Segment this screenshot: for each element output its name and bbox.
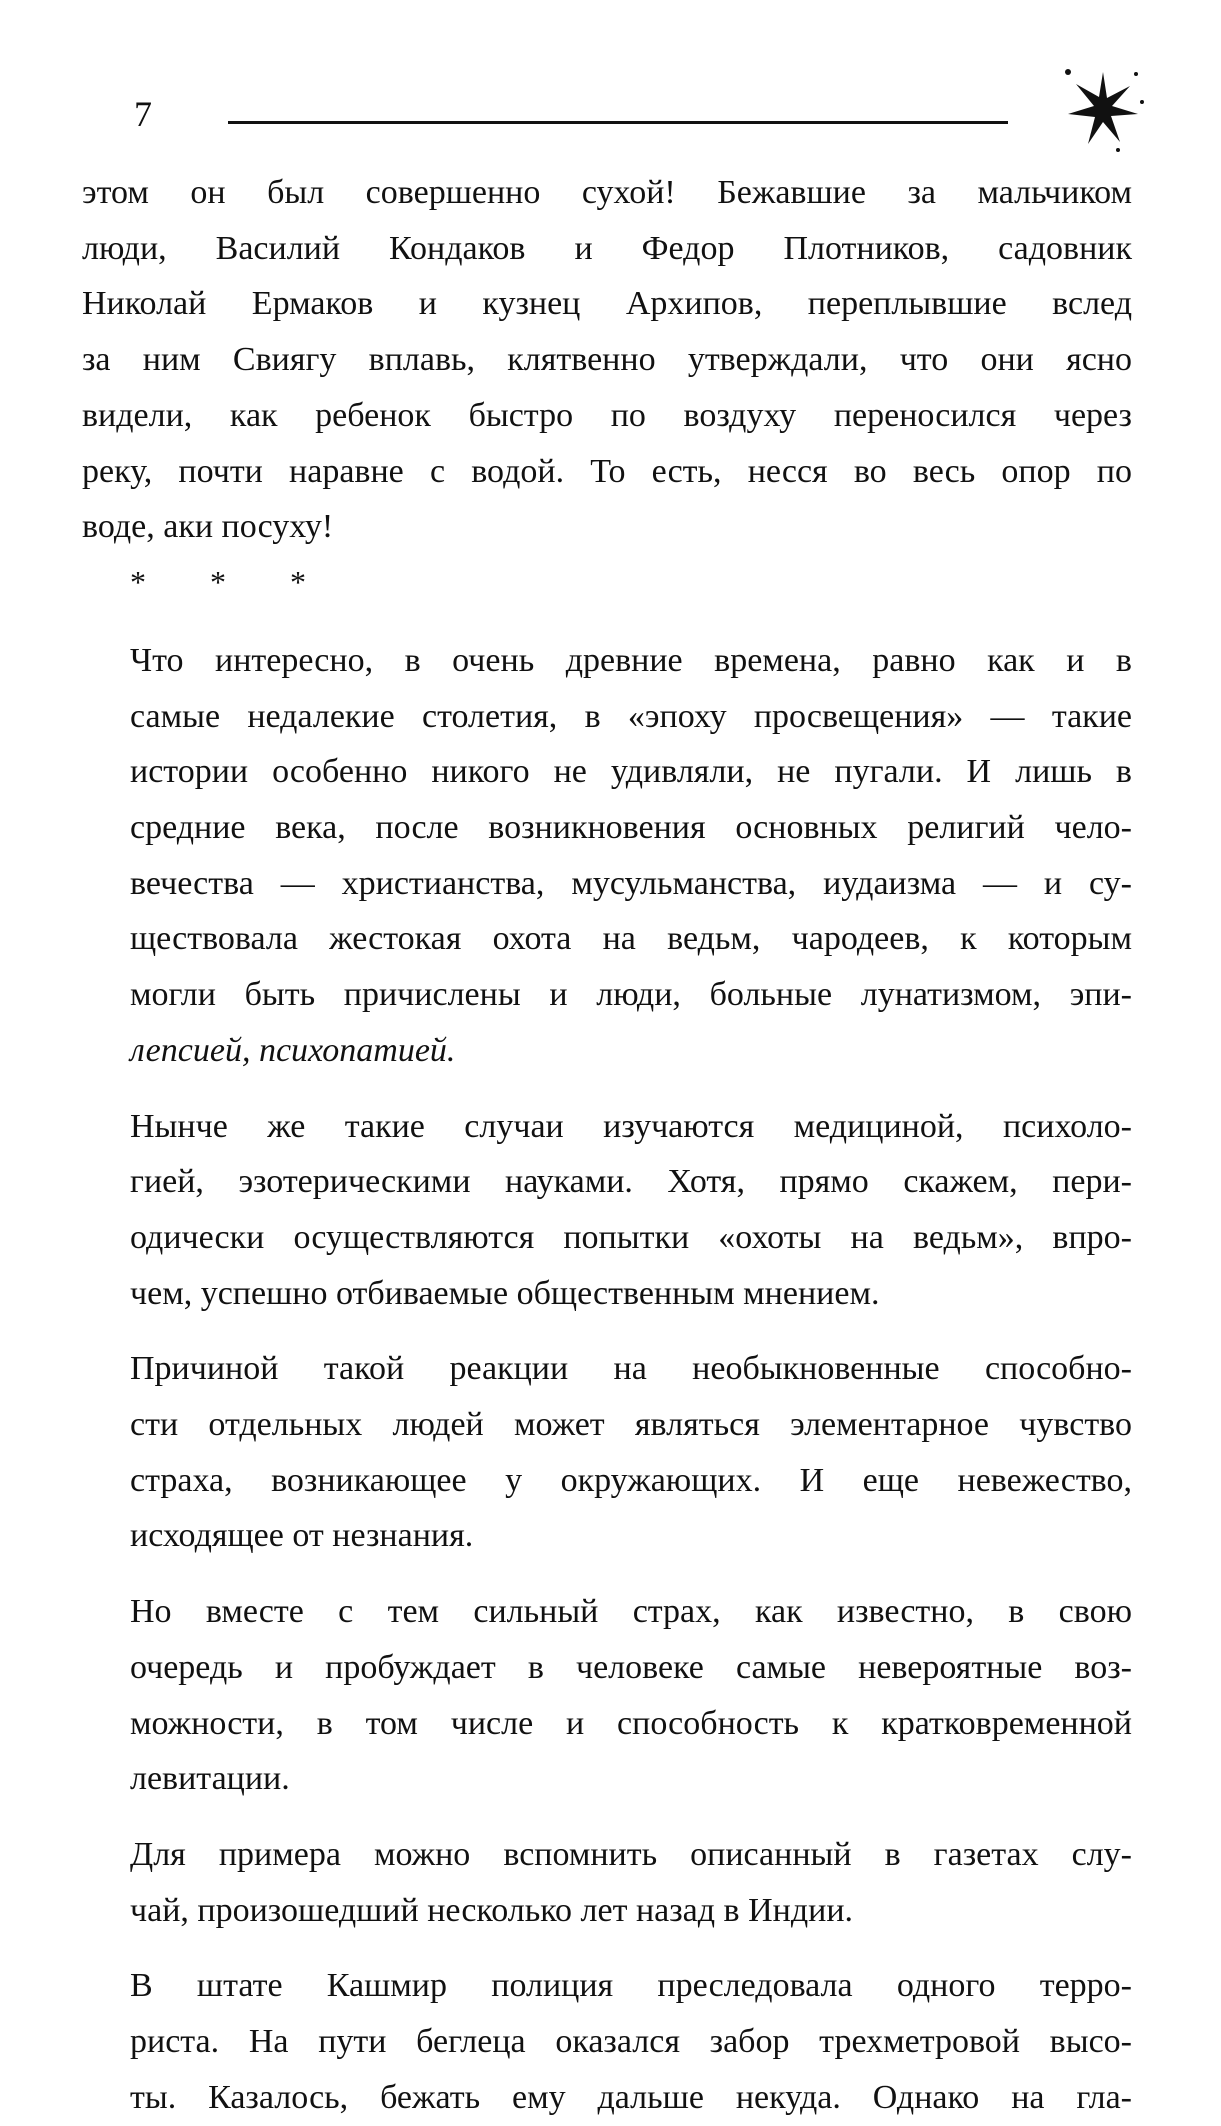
text-line: В штате Кашмир полиция преследовала одного терро-: [130, 1967, 1132, 2005]
text-line: реку, почти наравне с водой. То есть, несся во весь опор по: [82, 452, 1132, 490]
star-blot-ornament-icon: [1058, 64, 1148, 154]
text-line: вечества — христианства, мусульманства, иудаизма — и су-: [130, 864, 1132, 902]
text-line: риста. На пути беглеца оказался забор трехметровой высо-: [130, 2023, 1132, 2061]
text-line: видели, как ребенок быстро по воздуху переносился через: [82, 396, 1132, 434]
text-line: гией, эзотерическими науками. Хотя, прямо скажем, пери-: [130, 1163, 1132, 1201]
text-line: Нынче же такие случаи изучаются медициной, психоло-: [130, 1107, 1132, 1145]
text-line: люди, Василий Кондаков и Федор Плотников, садовник: [82, 229, 1132, 267]
text-line: Для примера можно вспомнить описанный в газетах слу-: [130, 1835, 1132, 1873]
text-line: Но вместе с тем сильный страх, как известно, в свою: [130, 1593, 1132, 1631]
text-line: Николай Ермаков и кузнец Архипов, переплывшие вслед: [82, 285, 1132, 323]
text-line: самые недалекие столетия, в «эпоху просвещения» — такие: [130, 697, 1132, 735]
page-number: 7: [134, 94, 152, 134]
text-line: Что интересно, в очень древние времена, равно как и в: [130, 641, 1132, 679]
text-line: этом он был совершенно сухой! Бежавшие за мальчиком: [82, 174, 1132, 211]
paragraph: [82, 1827, 1132, 1938]
italic-text: лепсией, психопатией.: [130, 1031, 456, 1069]
text-line: исходящее от незнания.: [130, 1517, 474, 1555]
paragraph: [82, 1341, 1132, 1564]
text-line: чай, произошедший несколько лет назад в Индии.: [130, 1891, 854, 1929]
text-line: очередь и пробуждает в человеке самые невероятные воз-: [130, 1648, 1132, 1686]
header-rule: [228, 121, 1008, 124]
text-line: ществовала жестокая охота на ведьм, чародеев, к которым: [130, 920, 1132, 958]
text-line: одически осуществляются попытки «охоты на ведьм», впро-: [130, 1218, 1132, 1256]
text-line: левитации.: [130, 1760, 290, 1798]
text-line: истории особенно никого не удивляли, не пугали. И лишь в: [130, 753, 1132, 791]
text-line: могли быть причислены и люди, больные лунатизмом, эпи-: [130, 976, 1132, 1014]
text-line: Причиной такой реакции на необыкновенные способно-: [130, 1350, 1132, 1388]
text-line: средние века, после возникновения основных религий чело-: [130, 809, 1132, 847]
text-line: сти отдельных людей может являться элементарное чувство: [130, 1406, 1132, 1444]
paragraph: [82, 1958, 1132, 2125]
body-text: [82, 165, 1132, 2126]
text-line: чем, успешно отбиваемые общественным мнением.: [130, 1274, 880, 1312]
paragraph: [82, 1099, 1132, 1322]
text-line: страха, возникающее у окружающих. И еще невежество,: [130, 1461, 1132, 1499]
text-line: воде, аки посуху!: [82, 508, 334, 546]
text-line: можности, в том числе и способность к кратковременной: [130, 1704, 1132, 1742]
paragraph-continued: [82, 165, 1132, 555]
text-line: ты. Казалось, бежать ему дальше некуда. Однако на гла-: [130, 2078, 1132, 2116]
paragraph: [82, 633, 1132, 1079]
paragraph: [82, 1584, 1132, 1807]
section-separator: * * *: [130, 563, 334, 600]
text-line: за ним Свиягу вплавь, клятвенно утверждали, что они ясно: [82, 341, 1132, 379]
page-header: [128, 92, 1148, 152]
text-line-italic: [82, 1023, 1132, 1079]
